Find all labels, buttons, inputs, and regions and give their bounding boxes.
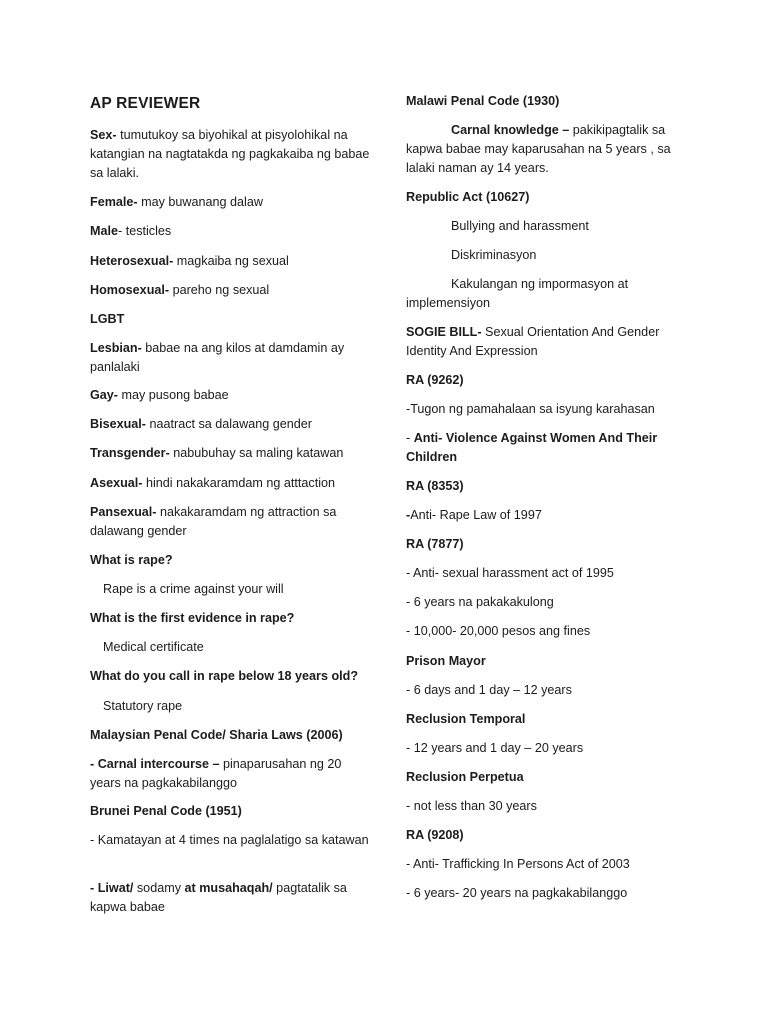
heading-text: Malawi Penal Code (1930) [406, 94, 560, 108]
definition: may pusong babae [118, 388, 229, 402]
definition-transgender [90, 444, 375, 463]
heading-text: RA (9262) [406, 373, 464, 387]
definition: pinaparusahan ng 20 years na pagkakabilanggo [90, 757, 342, 790]
term: Anti- Violence Against Women And Their Children [406, 431, 658, 464]
definition: naatract sa dalawang gender [146, 417, 312, 431]
definition-female [90, 193, 375, 212]
definition-lesbian [90, 339, 375, 377]
heading-text: Malaysian Penal Code/ Sharia Laws (2006) [90, 728, 343, 742]
heading-ra-8353 [406, 477, 688, 496]
definition-asexual [90, 474, 375, 493]
lead: - [90, 757, 98, 771]
term: Female- [90, 195, 138, 209]
item-reclusion-perpetua: - not less than 30 years [406, 799, 537, 813]
term: Heterosexual- [90, 254, 174, 268]
term: Carnal intercourse – [97, 757, 220, 771]
definition: Sexual Orientation And Gender Identity And Expression [406, 325, 660, 358]
definition: - testicles [118, 224, 172, 238]
heading-brunei-penal-code [90, 802, 375, 821]
heading-text: Reclusion Temporal [406, 712, 526, 726]
term: Lesbian- [90, 341, 142, 355]
term: Sex- [90, 128, 117, 142]
question-first-evidence [90, 609, 375, 628]
heading-lgbt [90, 310, 375, 329]
definition: magkaiba ng sexual [173, 254, 289, 268]
heading-text: Brunei Penal Code (1951) [90, 804, 242, 818]
definition-homosexual [90, 281, 375, 300]
lead: - [406, 431, 414, 445]
definition: hindi nakakaramdam ng atttaction [142, 476, 336, 490]
heading-ra-9208 [406, 826, 688, 845]
question-rape [90, 551, 375, 570]
question-text: What is rape? [90, 553, 173, 567]
term: Liwat/ [97, 881, 134, 895]
answer-rape: Rape is a crime against your will [103, 582, 284, 596]
item-kakulangan [406, 275, 688, 313]
term: Asexual- [90, 476, 143, 490]
item-bullying: Bullying and harassment [451, 219, 589, 233]
term: Gay- [90, 388, 118, 402]
item-anti-trafficking-act: - Anti- Trafficking In Persons Act of 2003 [406, 857, 630, 871]
term: Pansexual- [90, 505, 157, 519]
item-trafficking-penalty: - 6 years- 20 years na pagkakabilanggo [406, 886, 628, 900]
answer-below-18: Statutory rape [103, 699, 183, 713]
definition-sogie-bill [406, 323, 688, 361]
heading-text: RA (8353) [406, 479, 464, 493]
item-reclusion-temporal: - 12 years and 1 day – 20 years [406, 741, 584, 755]
question-text: What is the first evidence in rape? [90, 611, 295, 625]
definition-male [90, 222, 375, 241]
answer-first-evidence: Medical certificate [103, 640, 204, 654]
definition: pagtatalik sa kapwa babae [90, 881, 347, 914]
item-sexual-harassment-act: - Anti- sexual harassment act of 1995 [406, 566, 614, 580]
definition: nakakaramdam ng attraction sa dalawang gender [90, 505, 337, 538]
definition-heterosexual [90, 252, 375, 271]
term: at musahaqah/ [184, 881, 273, 895]
heading-malaysian-penal-code [90, 726, 375, 745]
heading-text: Prison Mayor [406, 654, 486, 668]
text: Anti- Rape Law of 1997 [410, 508, 542, 522]
text: Kakulangan ng impormasyon at implemensiyon [406, 277, 629, 310]
item-diskriminasyon: Diskriminasyon [451, 248, 537, 262]
term: Transgender- [90, 446, 170, 460]
definition: may buwanang dalaw [137, 195, 263, 209]
item-kamatayan: - Kamatayan at 4 times na paglalatigo sa katawan [90, 833, 369, 847]
heading-text: Reclusion Perpetua [406, 770, 524, 784]
lead: - [406, 508, 411, 522]
item-prison-mayor: - 6 days and 1 day – 12 years [406, 683, 572, 697]
heading-text: Republic Act (10627) [406, 190, 530, 204]
term: Carnal knowledge – [451, 123, 570, 137]
definition-gay [90, 386, 375, 405]
heading-reclusion-perpetua [406, 768, 688, 787]
question-text: What do you call in rape below 18 years old? [90, 669, 359, 683]
heading-prison-mayor [406, 652, 688, 671]
item-carnal-intercourse [90, 755, 375, 793]
heading-malawi-penal-code [406, 92, 688, 111]
heading-ra-7877 [406, 535, 688, 554]
heading-reclusion-temporal [406, 710, 688, 729]
heading-republic-act-10627 [406, 188, 688, 207]
definition: tumutukoy sa biyohikal at pisyolohikal na katangian na nagtatakda ng pagkakaiba ng babae sa lalaki. [90, 128, 370, 180]
definition: nabubuhay sa maling katawan [169, 446, 344, 460]
definition-bisexual [90, 415, 375, 434]
term: Homosexual- [90, 283, 170, 297]
definition: babae na ang kilos at damdamin ay panlalaki [90, 341, 345, 374]
term: Male [90, 224, 118, 238]
heading-text: RA (7877) [406, 537, 464, 551]
item-liwat [90, 879, 375, 917]
definition: pareho ng sexual [169, 283, 270, 297]
term: Bisexual- [90, 417, 146, 431]
term: SOGIE BILL- [406, 325, 482, 339]
item-fines: - 10,000- 20,000 pesos ang fines [406, 624, 591, 638]
lead: - [90, 881, 98, 895]
text: sodamy [133, 881, 185, 895]
item-anti-rape-law [406, 506, 688, 525]
heading-text: RA (9208) [406, 828, 464, 842]
item-carnal-knowledge [406, 121, 688, 178]
heading-ra-9262 [406, 371, 688, 390]
document-title: AP REVIEWER [90, 95, 201, 112]
definition-sex [90, 126, 375, 183]
item-anti-vawc [406, 429, 688, 467]
item-tugon: -Tugon ng pamahalaan sa isyung karahasan [406, 402, 655, 416]
item-six-years: - 6 years na pakakakulong [406, 595, 554, 609]
definition: pakikipagtalik sa kapwa babae may kaparusahan na 5 years , sa lalaki naman ay 14 years. [406, 123, 671, 175]
heading-text: LGBT [90, 312, 125, 326]
definition-pansexual [90, 503, 375, 541]
question-below-18 [90, 667, 375, 686]
